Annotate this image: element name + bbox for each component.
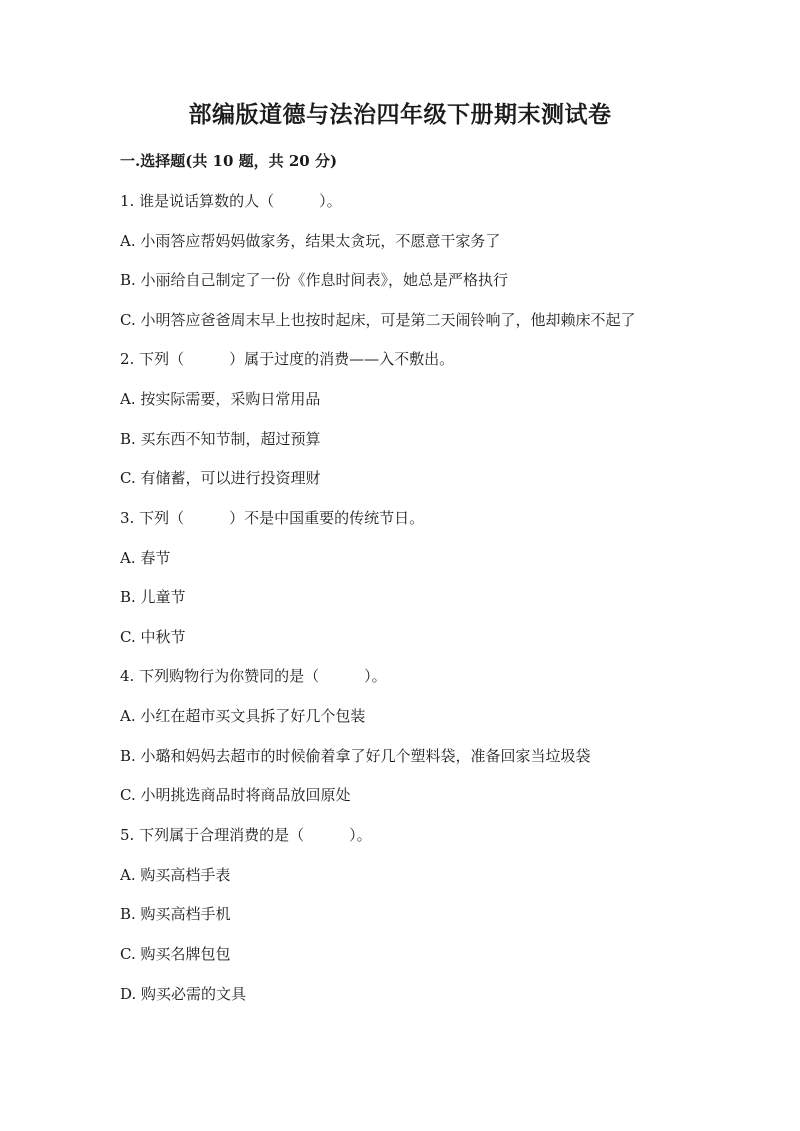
question-1-stem: 1. 谁是说话算数的人（ ）。 [120,192,342,210]
question-1-option-b: B. 小丽给自己制定了一份《作息时间表》，她总是严格执行 [120,271,509,289]
question-1-option-a: A. 小雨答应帮妈妈做家务，结果太贪玩，不愿意干家务了 [120,232,501,250]
question-2-option-b: B. 买东西不知节制，超过预算 [120,430,321,448]
question-2-stem: 2. 下列（ ）属于过度的消费——入不敷出。 [120,350,455,368]
question-4-option-c: C. 小明挑选商品时将商品放回原处 [120,786,351,804]
question-5-option-b: B. 购买高档手机 [120,905,231,923]
question-3-option-a: A. 春节 [120,549,171,567]
question-5-option-c: C. 购买名牌包包 [120,945,231,963]
question-3-stem: 3. 下列（ ）不是中国重要的传统节日。 [120,509,425,527]
question-5-stem: 5. 下列属于合理消费的是（ ）。 [120,826,372,844]
question-5-option-a: A. 购买高档手表 [120,866,231,884]
question-1-option-c: C. 小明答应爸爸周末早上也按时起床，可是第二天闹铃响了，他却赖床不起了 [120,311,636,329]
question-2-option-a: A. 按实际需要，采购日常用品 [120,390,321,408]
question-5-option-d: D. 购买必需的文具 [120,985,247,1003]
question-4-option-b: B. 小璐和妈妈去超市的时候偷着拿了好几个塑料袋，准备回家当垃圾袋 [120,747,591,765]
question-2-option-c: C. 有储蓄，可以进行投资理财 [120,469,321,487]
exam-title: 部编版道德与法治四年级下册期末测试卷 [188,101,612,128]
question-4-stem: 4. 下列购物行为你赞同的是（ ）。 [120,667,387,685]
question-3-option-c: C. 中秋节 [120,628,186,646]
question-3-option-b: B. 儿童节 [120,588,186,606]
section-heading: 一.选择题(共 10 题，共 20 分) [120,152,338,170]
question-4-option-a: A. 小红在超市买文具拆了好几个包装 [120,707,366,725]
